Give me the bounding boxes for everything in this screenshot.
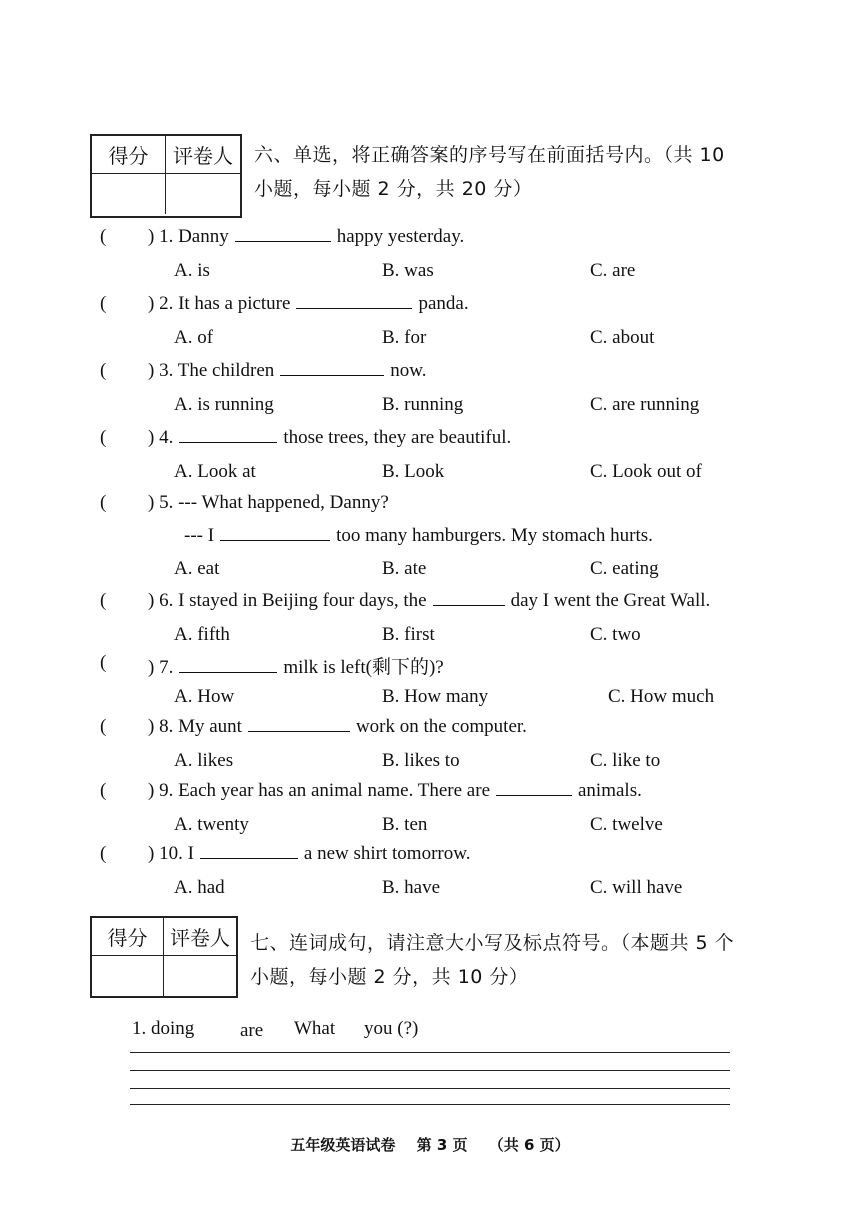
- question-7: [148, 652, 444, 679]
- question-1: [148, 226, 464, 248]
- option-b: B. How many: [382, 686, 489, 707]
- answer-paren[interactable]: (: [100, 843, 107, 864]
- section7-q1-word: What: [294, 1018, 336, 1039]
- question-stem: ) 6. I stayed in Beijing four days, the: [148, 590, 427, 611]
- question-5: [148, 492, 389, 514]
- option-a: A. of: [174, 327, 214, 348]
- question-4: [148, 427, 511, 449]
- question-8: [148, 716, 527, 738]
- section7-q1-word: 1. doing: [132, 1018, 195, 1039]
- question-rest: work on the computer.: [355, 716, 527, 737]
- section6-line2: 小题，每小题 2 分，共 20 分）: [254, 178, 533, 200]
- question-rest: happy yesterday.: [336, 226, 465, 247]
- footer-title: 五年级英语试卷: [290, 1136, 396, 1154]
- option-c: C. about: [590, 327, 655, 348]
- question-rest: panda.: [418, 293, 469, 314]
- question-rest: milk is left(剩下的)?: [283, 657, 444, 678]
- option-c: C. twelve: [590, 814, 663, 835]
- option-a: A. eat: [174, 558, 220, 579]
- grader-cell[interactable]: [164, 956, 236, 996]
- fill-blank[interactable]: [496, 781, 572, 796]
- section7-line2: 小题，每小题 2 分，共 10 分）: [250, 966, 529, 988]
- question-stem: ) 5. --- What happened, Danny?: [148, 492, 389, 513]
- answer-paren[interactable]: (: [100, 293, 107, 314]
- grader-cell[interactable]: [166, 174, 240, 214]
- option-a: A. had: [174, 877, 225, 898]
- fill-blank[interactable]: [200, 844, 298, 859]
- section7-q1-word: you (?): [364, 1018, 419, 1039]
- question-rest: a new shirt tomorrow.: [303, 843, 471, 864]
- score-cell[interactable]: [92, 956, 164, 996]
- option-b: B. ten: [382, 814, 428, 835]
- question-rest: those trees, they are beautiful.: [283, 427, 512, 448]
- option-c: C. are running: [590, 394, 700, 415]
- section6-heading: [254, 138, 725, 206]
- question-stem: ) 8. My aunt: [148, 716, 242, 737]
- option-b: B. running: [382, 394, 464, 415]
- option-a: A. likes: [174, 750, 234, 771]
- option-b: B. for: [382, 327, 427, 348]
- answer-paren[interactable]: (: [100, 492, 107, 513]
- question-stem: ) 9. Each year has an animal name. There are: [148, 780, 490, 801]
- answer-line[interactable]: [130, 1104, 730, 1105]
- question-rest: now.: [390, 360, 427, 381]
- section7-heading: [250, 926, 734, 994]
- section7-line1: 七、连词成句，请注意大小写及标点符号。（本题共 5 个: [250, 932, 735, 954]
- fill-blank[interactable]: [248, 717, 350, 732]
- fill-blank[interactable]: [280, 361, 384, 376]
- section7-q1-word: are: [240, 1020, 264, 1041]
- question-2: [148, 293, 469, 315]
- answer-line[interactable]: [130, 1070, 730, 1071]
- option-a: A. is running: [174, 394, 274, 415]
- fill-blank[interactable]: [179, 658, 277, 673]
- question-9: [148, 780, 642, 802]
- footer-page: 第 3 页: [416, 1136, 468, 1154]
- answer-paren[interactable]: (: [100, 226, 107, 247]
- option-b: B. was: [382, 260, 434, 281]
- option-c: C. two: [590, 624, 641, 645]
- option-a: A. Look at: [174, 461, 256, 482]
- option-c: C. are: [590, 260, 636, 281]
- answer-paren[interactable]: (: [100, 427, 107, 448]
- answer-paren[interactable]: (: [100, 652, 107, 673]
- question-rest: animals.: [578, 780, 642, 801]
- fill-blank[interactable]: [179, 428, 277, 443]
- answer-line[interactable]: [130, 1088, 730, 1089]
- option-c: C. How much: [608, 686, 715, 707]
- question-stem: ) 4.: [148, 427, 174, 448]
- question-10: [148, 843, 470, 865]
- option-c: C. Look out of: [590, 461, 702, 482]
- answer-paren[interactable]: (: [100, 360, 107, 381]
- question-stem: ) 2. It has a picture: [148, 293, 291, 314]
- option-c: C. like to: [590, 750, 661, 771]
- question-stem: ) 1. Danny: [148, 226, 229, 247]
- score-label: 得分: [92, 918, 164, 956]
- fill-blank[interactable]: [433, 591, 505, 606]
- score-cell[interactable]: [92, 174, 166, 214]
- sub-stem: --- I: [184, 525, 215, 546]
- question-3: [148, 360, 427, 382]
- option-a: A. is: [174, 260, 210, 281]
- answer-line[interactable]: [130, 1052, 730, 1053]
- score-box-section7: [90, 916, 238, 998]
- option-b: B. first: [382, 624, 435, 645]
- option-a: A. fifth: [174, 624, 230, 645]
- answer-paren[interactable]: (: [100, 590, 107, 611]
- grader-label: 评卷人: [164, 918, 236, 956]
- sub-rest: too many hamburgers. My stomach hurts.: [336, 525, 653, 546]
- grader-label: 评卷人: [166, 136, 240, 174]
- section6-line1: 六、单选，将正确答案的序号写在前面括号内。（共 10: [254, 144, 725, 166]
- option-c: C. will have: [590, 877, 683, 898]
- question-stem: ) 7.: [148, 657, 174, 678]
- option-a: A. twenty: [174, 814, 249, 835]
- answer-paren[interactable]: (: [100, 716, 107, 737]
- option-a: A. How: [174, 686, 235, 707]
- fill-blank[interactable]: [296, 294, 412, 309]
- option-b: B. likes to: [382, 750, 460, 771]
- option-c: C. eating: [590, 558, 659, 579]
- question-rest: day I went the Great Wall.: [510, 590, 711, 611]
- fill-blank[interactable]: [235, 227, 331, 242]
- question-stem: ) 10. I: [148, 843, 194, 864]
- option-b: B. have: [382, 877, 441, 898]
- option-b: B. ate: [382, 558, 427, 579]
- answer-paren[interactable]: (: [100, 780, 107, 801]
- footer-total: （共 6 页）: [488, 1136, 570, 1154]
- question-stem: ) 3. The children: [148, 360, 275, 381]
- fill-blank[interactable]: [220, 526, 330, 541]
- score-label: 得分: [92, 136, 166, 174]
- question-sub-line: [184, 525, 653, 547]
- option-b: B. Look: [382, 461, 445, 482]
- page-footer: [0, 1134, 860, 1155]
- question-6: [148, 590, 710, 612]
- score-box-section6: [90, 134, 242, 218]
